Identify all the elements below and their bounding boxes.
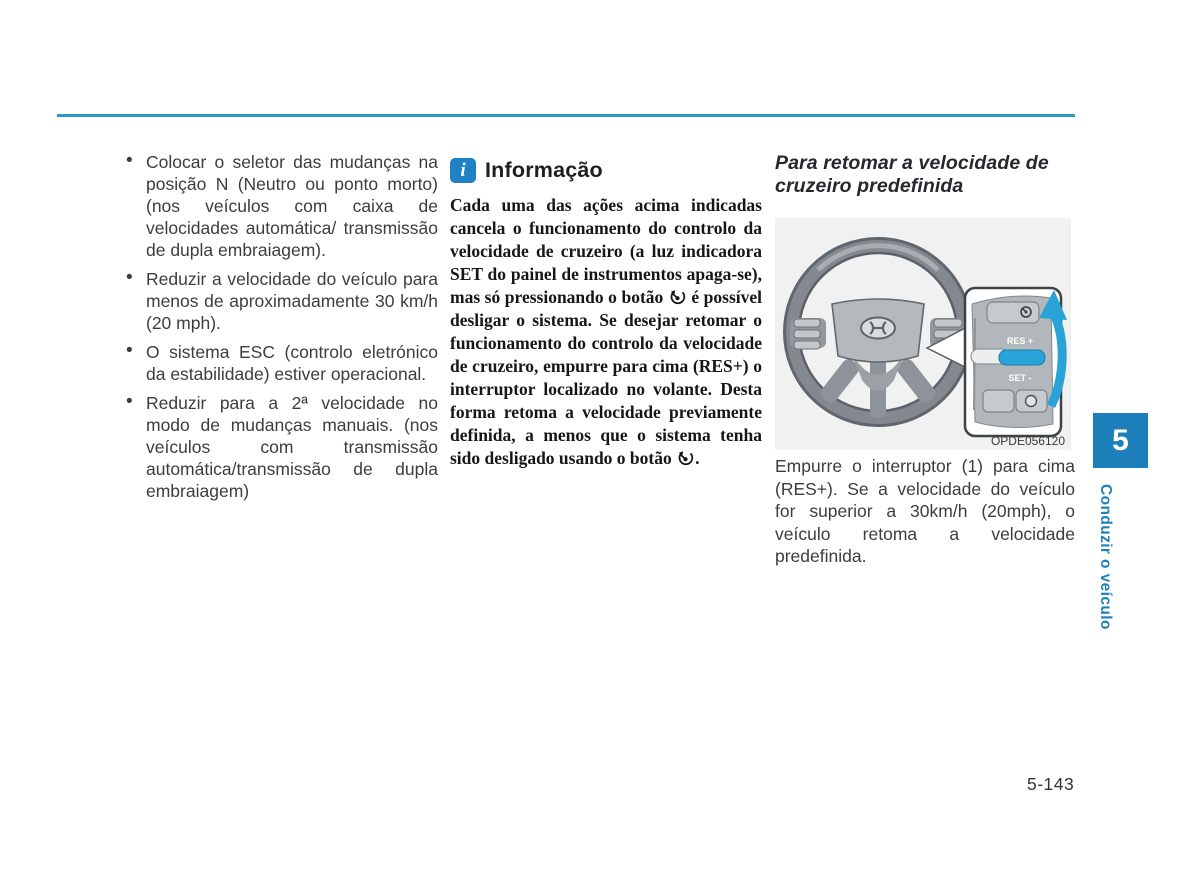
resume-section	[775, 152, 1073, 208]
steering-wheel-illustration	[775, 218, 1071, 450]
set-minus-label: SET -	[1008, 373, 1032, 383]
paragraph-segment: .	[695, 448, 700, 468]
info-icon	[450, 158, 476, 183]
cruise-control-icon	[676, 450, 695, 467]
figure-caption-paragraph: Empurre o interruptor (1) para cima (RES+). Se a velocidade do veículo for superior a 30km/h (20mph), o veículo retoma a velocidade predefinida.	[775, 456, 1075, 566]
list-item	[124, 151, 438, 261]
information-header	[450, 158, 762, 183]
paragraph-segment: é possível desligar o sistema. Se desejar retomar o funcionamento do controlo da velocidade de cruzeiro, empurre para cima (RES+) o interruptor localizado no volante. Desta forma retoma a velocidade previamente definida, a menos que o sistema tenha sido desligado usando o botão	[450, 287, 762, 468]
list-item	[124, 341, 438, 385]
switch-lever-highlight	[999, 350, 1045, 365]
bullet-text: O sistema ESC (controlo eletrónico da estabilidade) estiver operacional.	[146, 342, 438, 384]
section-heading: Para retomar a velocidade de cruzeiro predefinida	[775, 152, 1049, 197]
cruise-control-icon	[668, 289, 687, 306]
list-item	[124, 268, 438, 334]
page-number: 5-143	[1027, 774, 1075, 794]
steering-wheel-figure	[775, 218, 1071, 450]
chapter-title-vertical: Conduzir o veículo	[1097, 484, 1114, 630]
paragraph-segment: Cada uma das ações acima indicadas cancela o funcionamento do controlo da velocidade de cruzeiro (a luz indicadora SET do painel de instrumentos apaga-se), mas só pressionando o botão	[450, 195, 762, 307]
bullet-text: Colocar o seletor das mudanças na posição N (Neutro ou ponto morto) (nos veículos com caixa de velocidades automática/ transmissão de dupla embraiagem).	[146, 152, 438, 260]
hyundai-logo	[861, 318, 895, 339]
chapter-tab	[1093, 413, 1148, 468]
bullet-text: Reduzir para a 2ª velocidade no modo de mudanças manuais. (nos veículos com transmissão automática/transmissão de dupla embraiagem)	[146, 393, 438, 501]
information-section	[450, 158, 762, 470]
cruise-switch-inset	[965, 288, 1067, 436]
chapter-number: 5	[1112, 423, 1129, 457]
information-paragraph	[450, 194, 762, 470]
figure-code: OPDE056120	[990, 434, 1065, 448]
res-plus-label: RES +	[1006, 336, 1034, 346]
information-title: Informação	[485, 158, 603, 182]
list-item	[124, 392, 438, 502]
bullet-text: Reduzir a velocidade do veículo para menos de aproximadamente 30 km/h (20 mph).	[146, 269, 438, 333]
top-rule-divider	[57, 114, 1075, 117]
left-bullet-column	[124, 151, 438, 509]
power-button-icon	[1026, 396, 1037, 407]
condition-bullet-list	[124, 151, 438, 502]
